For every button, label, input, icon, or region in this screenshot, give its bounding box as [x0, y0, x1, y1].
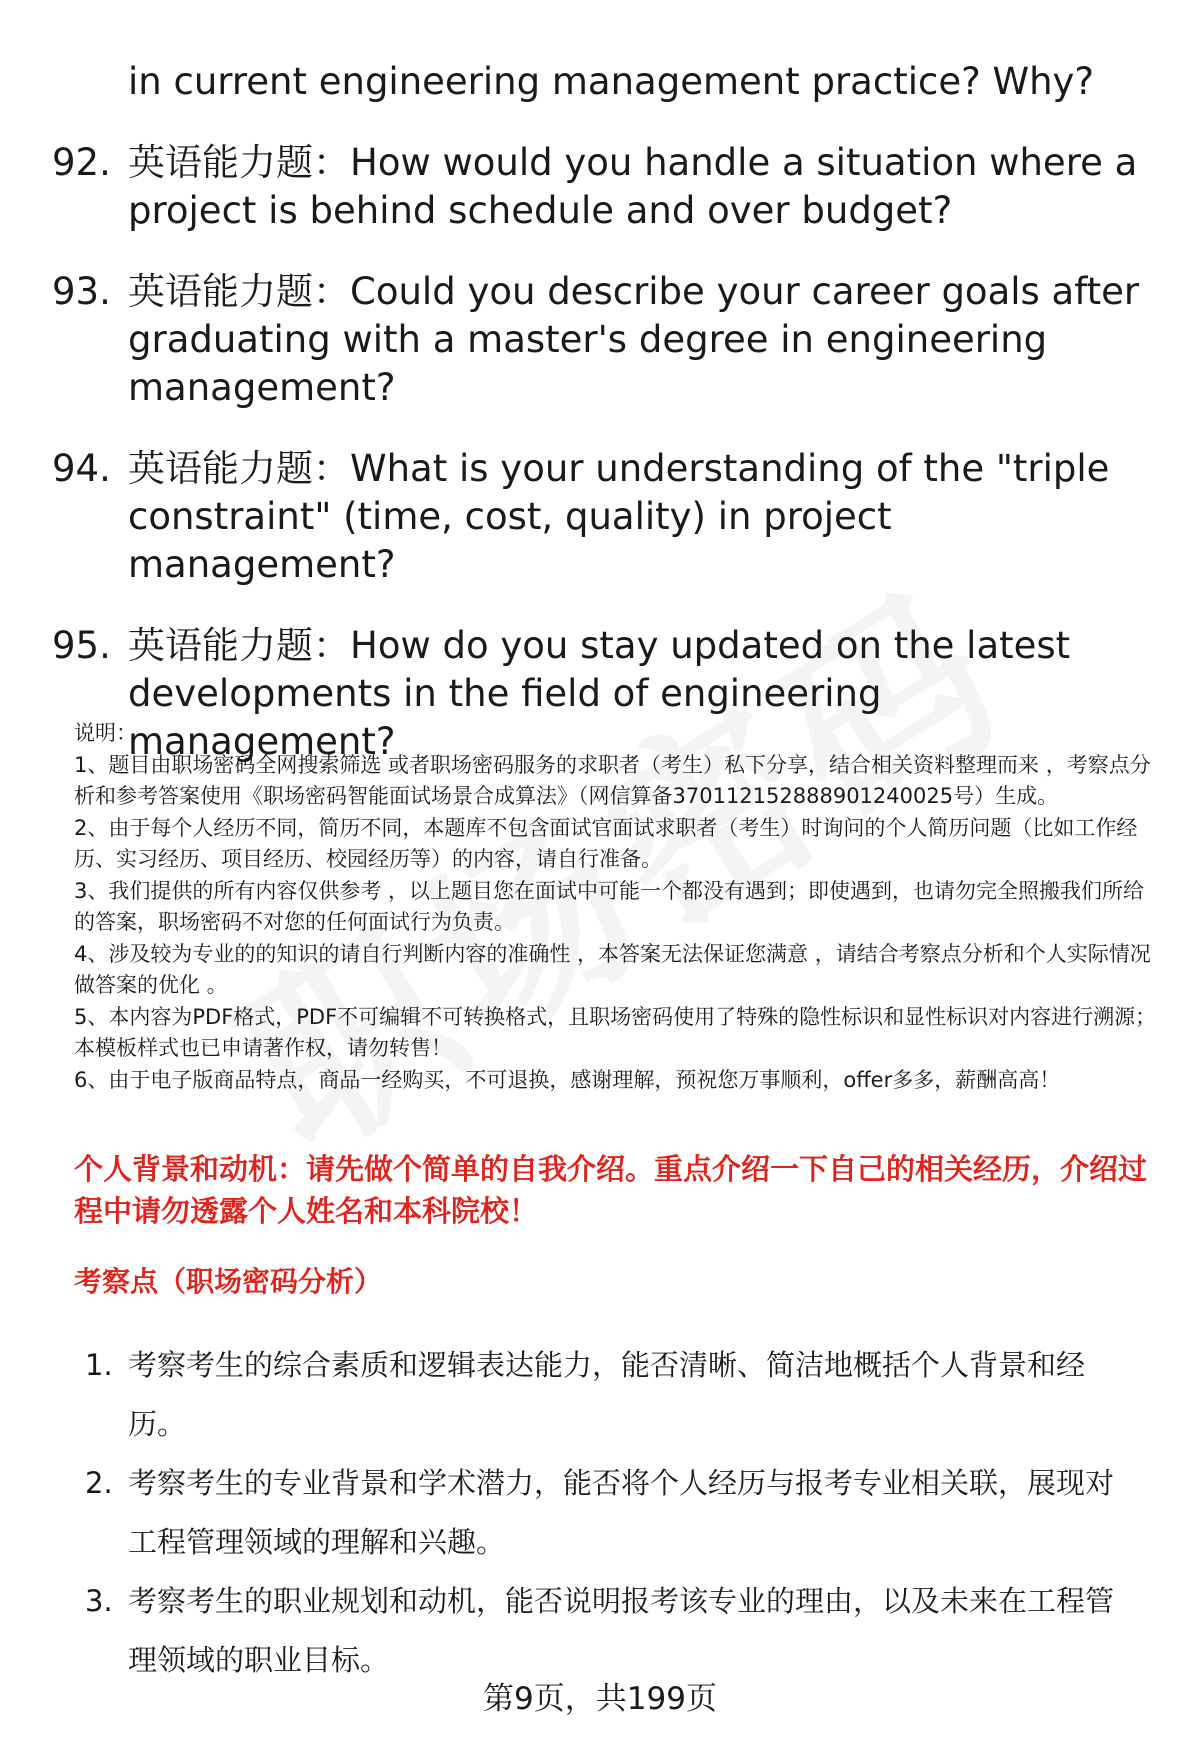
question-item: [0, 445, 1200, 589]
list-item: [0, 1454, 1200, 1572]
point-number: 3.: [85, 1584, 113, 1618]
assessment-points: [0, 1336, 1200, 1690]
note-item: 3、我们提供的所有内容仅供参考 ，以上题目您在面试中可能一个都没有遇到；即使遇到，也请勿完全照搬我们所给的答案，职场密码不对您的任何面试行为负责。: [74, 878, 1145, 934]
question-item: [0, 139, 1200, 235]
point-text: 考察考生的专业背景和学术潜力，能否将个人经历与报考专业相关联，展现对工程管理领域的理解和兴趣。: [128, 1466, 1115, 1559]
point-number: 2.: [85, 1466, 113, 1500]
page-footer: 第9页，共199页: [483, 1681, 717, 1717]
list-item: [0, 1336, 1200, 1454]
note-item: 6、由于电子版商品特点，商品一经购买，不可退换，感谢理解，预祝您万事顺利，offer多多，薪酬高高！: [74, 1067, 1061, 1092]
question-number: 94.: [52, 447, 111, 490]
point-number: 1.: [85, 1348, 113, 1382]
note-item: 2、由于每个人经历不同，简历不同，本题库不包含面试官面试求职者（考生）时询问的个人简历问题（比如工作经历、实习经历、项目经历、校园经历等）的内容，请自行准备。: [74, 815, 1138, 871]
section-subheading: 考察点（职场密码分析）: [74, 1265, 383, 1298]
question-item: [0, 268, 1200, 412]
question-number: 95.: [52, 624, 111, 667]
question-continuation: in current engineering management practice? Why?: [128, 60, 1095, 103]
point-text: 考察考生的职业规划和动机，能否说明报考该专业的理由，以及未来在工程管理领域的职业目标。: [128, 1584, 1115, 1677]
point-text: 考察考生的综合素质和逻辑表达能力，能否清晰、简洁地概括个人背景和经历。: [128, 1348, 1086, 1441]
question-text: 英语能力题：What is your understanding of the "triple constraint" (time, cost, quality) in project management?: [128, 447, 1110, 586]
question-text: 英语能力题：Could you describe your career goals after graduating with a master's degree in engineering management?: [128, 270, 1140, 409]
note-item: 5、本内容为PDF格式，PDF不可编辑不可转换格式，且职场密码使用了特殊的隐性标识和显性标识对内容进行溯源；本模板样式也已申请著作权，请勿转售！: [74, 1004, 1157, 1060]
note-item: 1、题目由职场密码全网搜索筛选 或者职场密码服务的求职者（考生）私下分享，结合相关资料整理而来 ，考察点分析和参考答案使用《职场密码智能面试场景合成算法》（网信算备370112152888901240025号）生成。: [74, 752, 1151, 808]
question-number: 93.: [52, 270, 111, 313]
question-text: 英语能力题：How would you handle a situation where a project is behind schedule and over budget?: [128, 141, 1138, 232]
note-item: 4、涉及较为专业的的知识的请自行判断内容的准确性 ，本答案无法保证您满意 ，请结合考察点分析和个人实际情况做答案的优化 。: [74, 941, 1151, 997]
notes-title: 说明：: [74, 721, 137, 745]
list-item: [0, 1572, 1200, 1690]
section-heading: 个人背景和动机：请先做个简单的自我介绍。重点介绍一下自己的相关经历，介绍过程中请勿透露个人姓名和本科院校！: [74, 1152, 1148, 1228]
question-number: 92.: [52, 141, 111, 184]
question-text: 英语能力题：How do you stay updated on the latest developments in the field of engineering management?: [128, 624, 1071, 763]
question-list: [0, 58, 1200, 799]
notes-block: [74, 718, 1160, 1096]
